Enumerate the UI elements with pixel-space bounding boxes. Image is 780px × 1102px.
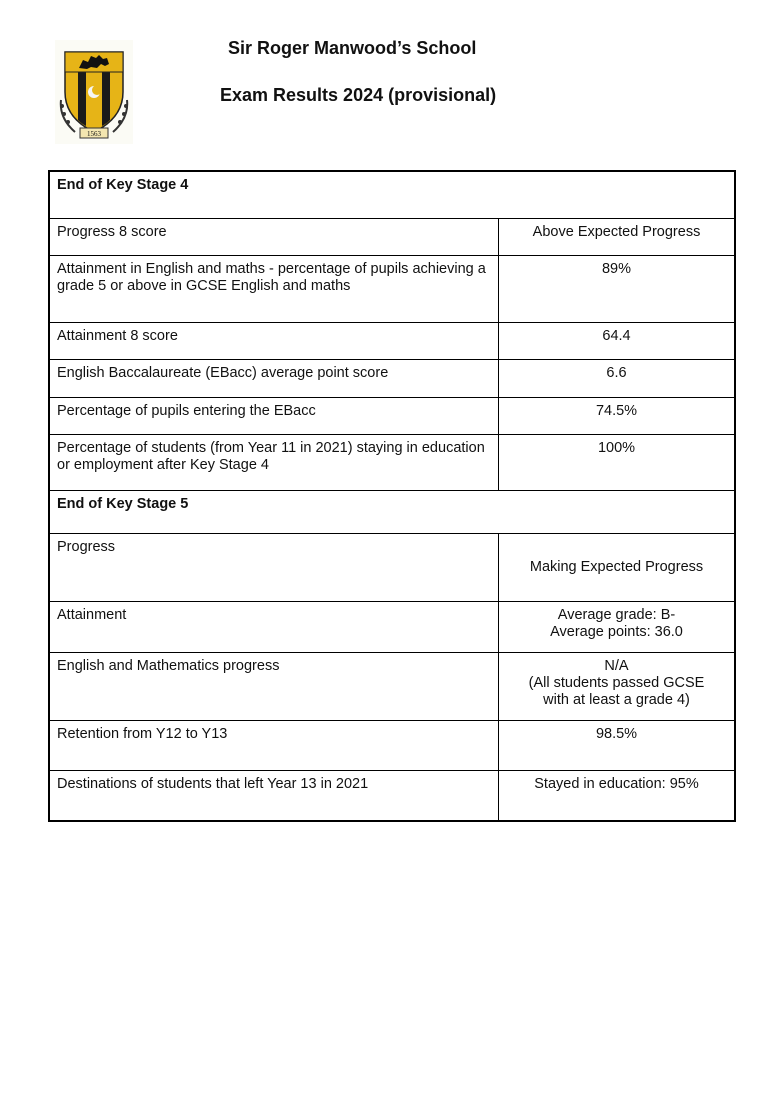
ks4-section-row xyxy=(49,171,735,218)
row-label: English and Mathematics progress xyxy=(49,652,499,720)
table-row xyxy=(49,218,735,255)
table-row xyxy=(49,601,735,652)
crest-year: 1563 xyxy=(87,130,101,138)
ks5-heading: End of Key Stage 5 xyxy=(49,490,735,533)
table-row xyxy=(49,359,735,397)
row-value: 6.6 xyxy=(499,359,736,397)
table-row xyxy=(49,652,735,720)
table-row xyxy=(49,255,735,322)
row-value: Making Expected Progress xyxy=(499,533,736,601)
row-label: Attainment in English and maths - percentage of pupils achieving a grade 5 or above in GCSE English and maths xyxy=(49,255,499,322)
table-row xyxy=(49,434,735,490)
table-row xyxy=(49,322,735,359)
row-label: Attainment 8 score xyxy=(49,322,499,359)
row-value: 89% xyxy=(499,255,736,322)
report-title: Exam Results 2024 (provisional) xyxy=(220,85,497,105)
table-row xyxy=(49,770,735,821)
row-label: Percentage of pupils entering the EBacc xyxy=(49,397,499,434)
row-label: Progress 8 score xyxy=(49,218,499,255)
value-line: N/A xyxy=(604,657,629,674)
row-value xyxy=(499,601,736,652)
value-line: Average points: 36.0 xyxy=(550,623,683,640)
school-name: Sir Roger Manwood’s School xyxy=(228,38,477,58)
school-crest-logo xyxy=(55,40,133,144)
table-row xyxy=(49,397,735,434)
row-label: Percentage of students (from Year 11 in 2021) staying in education or employment after Key Stage 4 xyxy=(49,434,499,490)
row-value: Above Expected Progress xyxy=(499,218,736,255)
row-label: Retention from Y12 to Y13 xyxy=(49,720,499,770)
table-row xyxy=(49,533,735,601)
row-label: Attainment xyxy=(49,601,499,652)
ks4-heading: End of Key Stage 4 xyxy=(49,171,735,218)
row-label: Progress xyxy=(49,533,499,601)
value-line: with at least a grade 4) xyxy=(543,691,690,708)
row-value: 64.4 xyxy=(499,322,736,359)
row-label: Destinations of students that left Year 13 in 2021 xyxy=(49,770,499,821)
value-line: (All students passed GCSE xyxy=(528,674,705,691)
row-value: 100% xyxy=(499,434,736,490)
row-value: 98.5% xyxy=(499,720,736,770)
ks5-section-row xyxy=(49,490,735,533)
table-row xyxy=(49,720,735,770)
results-table xyxy=(48,170,736,822)
row-label: English Baccalaureate (EBacc) average point score xyxy=(49,359,499,397)
row-value: Stayed in education: 95% xyxy=(499,770,736,821)
row-value: 74.5% xyxy=(499,397,736,434)
value-line: Average grade: B- xyxy=(557,606,676,623)
row-value xyxy=(499,652,736,720)
